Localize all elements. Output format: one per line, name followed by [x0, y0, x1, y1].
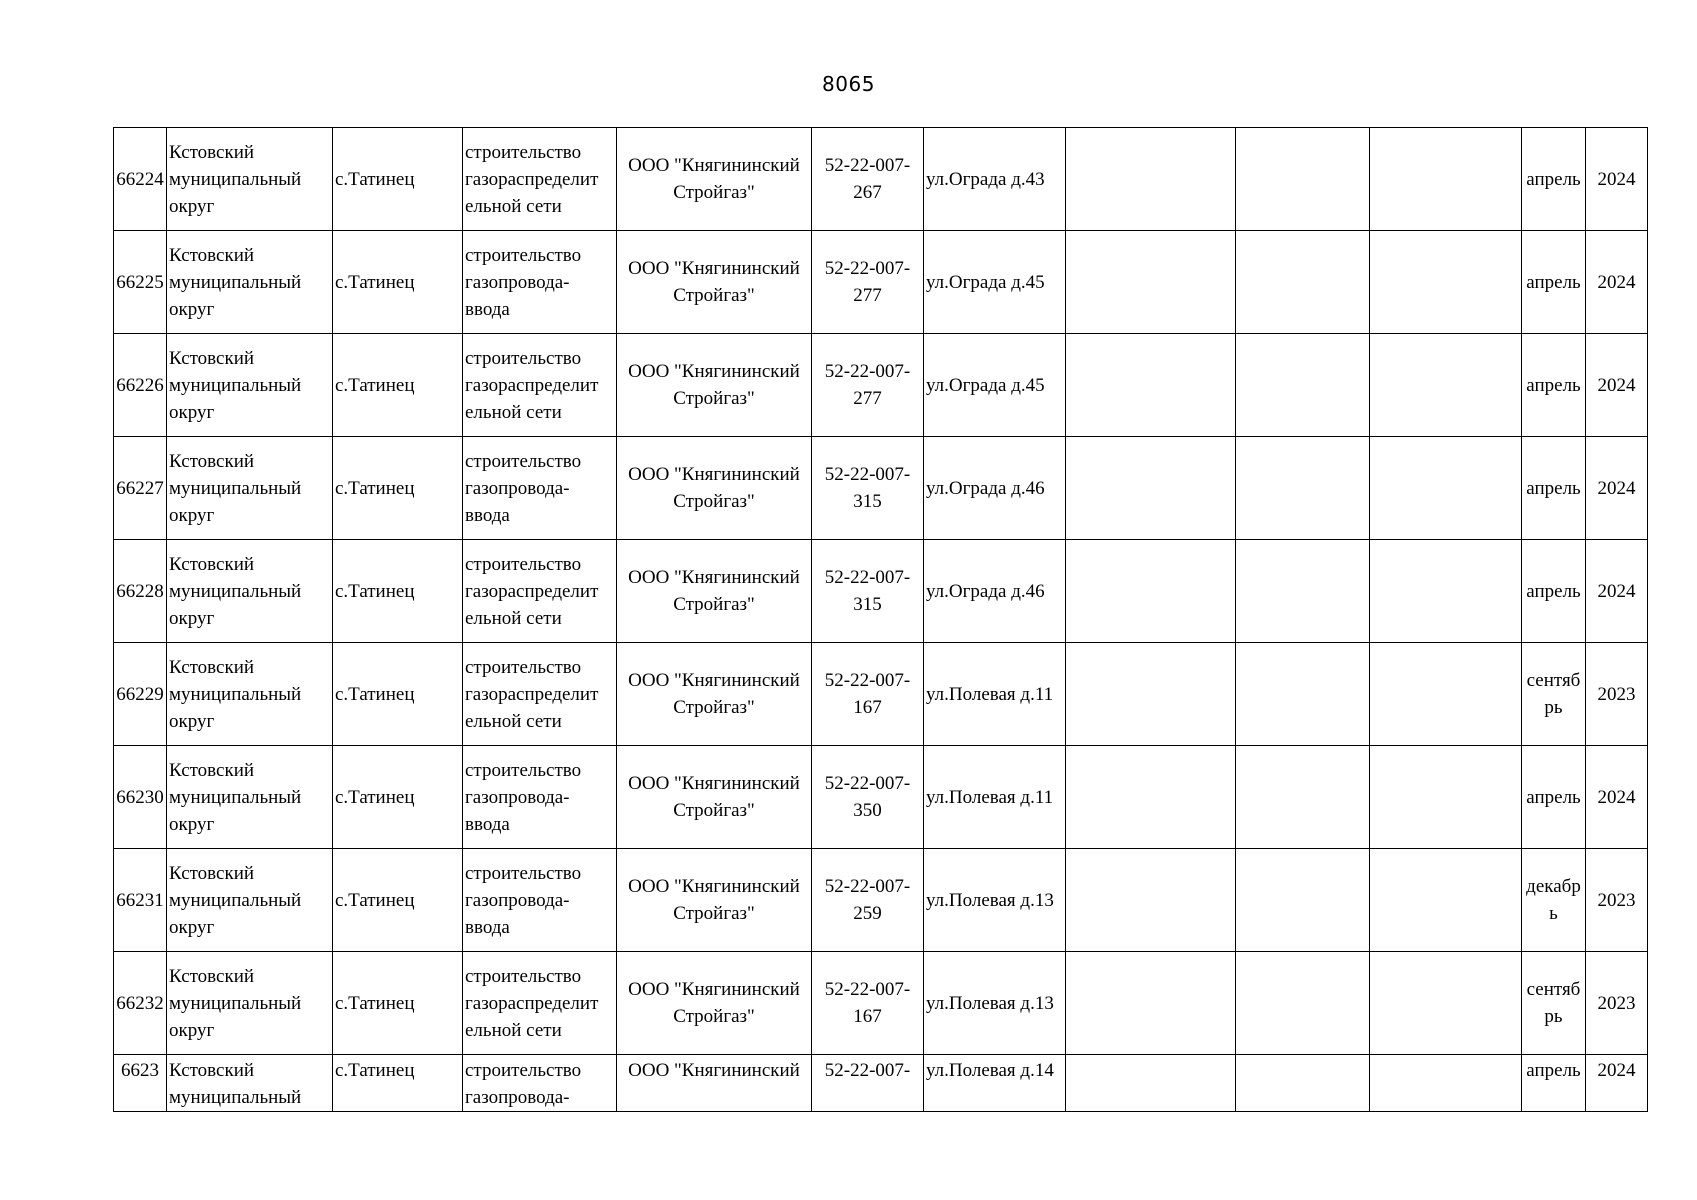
- locality-cell: с.Татинец: [333, 540, 463, 643]
- row-number: 66225: [114, 231, 167, 334]
- district-cell: Кстовский муниципальный округ: [167, 334, 333, 437]
- code-cell: 52-22-007- 267: [812, 128, 924, 231]
- empty-cell: [1370, 437, 1522, 540]
- table-row: [114, 643, 1648, 746]
- locality-cell: с.Татинец: [333, 952, 463, 1055]
- contractor-cell: ООО "Княгининский Стройгаз": [617, 231, 812, 334]
- empty-cell: [1236, 1055, 1370, 1112]
- address-cell: ул.Полевая д.13: [924, 952, 1066, 1055]
- locality-cell: с.Татинец: [333, 437, 463, 540]
- table-row: [114, 437, 1648, 540]
- empty-cell: [1370, 231, 1522, 334]
- row-number: 66232: [114, 952, 167, 1055]
- address-cell: ул.Полевая д.11: [924, 643, 1066, 746]
- row-number: 66226: [114, 334, 167, 437]
- contractor-cell: ООО "Княгининский Стройгаз": [617, 849, 812, 952]
- work-cell: строительство газопровода-ввода: [463, 849, 617, 952]
- district-cell: Кстовский муниципальный округ: [167, 746, 333, 849]
- year-cell: 2023: [1586, 952, 1648, 1055]
- district-cell: Кстовский муниципальный округ: [167, 437, 333, 540]
- table-row: [114, 952, 1648, 1055]
- locality-cell: с.Татинец: [333, 849, 463, 952]
- empty-cell: [1066, 437, 1236, 540]
- month-cell: апрель: [1522, 334, 1586, 437]
- work-cell: строительство газопровода-: [463, 1055, 617, 1112]
- registry-body: [114, 128, 1648, 1112]
- row-number: 66231: [114, 849, 167, 952]
- row-number: 66229: [114, 643, 167, 746]
- table-row: [114, 540, 1648, 643]
- code-cell: 52-22-007- 277: [812, 334, 924, 437]
- row-number: 66228: [114, 540, 167, 643]
- empty-cell: [1370, 643, 1522, 746]
- empty-cell: [1236, 128, 1370, 231]
- code-cell: 52-22-007- 277: [812, 231, 924, 334]
- empty-cell: [1370, 128, 1522, 231]
- empty-cell: [1370, 952, 1522, 1055]
- table-row: [114, 231, 1648, 334]
- work-cell: строительство газопровода-ввода: [463, 231, 617, 334]
- month-cell: апрель: [1522, 128, 1586, 231]
- code-cell: 52-22-007- 167: [812, 952, 924, 1055]
- work-cell: строительство газораспределит ельной сети: [463, 128, 617, 231]
- contractor-cell: ООО "Княгининский Стройгаз": [617, 437, 812, 540]
- empty-cell: [1066, 746, 1236, 849]
- code-cell: 52-22-007- 167: [812, 643, 924, 746]
- work-cell: строительство газопровода-ввода: [463, 437, 617, 540]
- address-cell: ул.Полевая д.11: [924, 746, 1066, 849]
- code-cell: 52-22-007-: [812, 1055, 924, 1112]
- row-number: 66224: [114, 128, 167, 231]
- empty-cell: [1236, 540, 1370, 643]
- district-cell: Кстовский муниципальный округ: [167, 952, 333, 1055]
- empty-cell: [1066, 952, 1236, 1055]
- month-cell: сентябрь: [1522, 952, 1586, 1055]
- empty-cell: [1236, 849, 1370, 952]
- address-cell: ул.Ограда д.45: [924, 334, 1066, 437]
- locality-cell: с.Татинец: [333, 1055, 463, 1112]
- district-cell: Кстовский муниципальный округ: [167, 128, 333, 231]
- empty-cell: [1370, 746, 1522, 849]
- month-cell: апрель: [1522, 437, 1586, 540]
- table-row-partial: [114, 1055, 1648, 1112]
- empty-cell: [1066, 231, 1236, 334]
- locality-cell: с.Татинец: [333, 643, 463, 746]
- empty-cell: [1066, 1055, 1236, 1112]
- district-cell: Кстовский муниципальный округ: [167, 643, 333, 746]
- month-cell: сентябрь: [1522, 643, 1586, 746]
- table-row: [114, 746, 1648, 849]
- contractor-cell: ООО "Княгининский Стройгаз": [617, 334, 812, 437]
- work-cell: строительство газораспределит ельной сети: [463, 334, 617, 437]
- month-cell: апрель: [1522, 231, 1586, 334]
- work-cell: строительство газопровода-ввода: [463, 746, 617, 849]
- empty-cell: [1370, 540, 1522, 643]
- year-cell: 2024: [1586, 1055, 1648, 1112]
- code-cell: 52-22-007- 259: [812, 849, 924, 952]
- code-cell: 52-22-007- 315: [812, 437, 924, 540]
- district-cell: Кстовский муниципальный округ: [167, 231, 333, 334]
- year-cell: 2024: [1586, 437, 1648, 540]
- table-row: [114, 334, 1648, 437]
- year-cell: 2023: [1586, 643, 1648, 746]
- month-cell: декабрь: [1522, 849, 1586, 952]
- work-cell: строительство газораспределит ельной сети: [463, 540, 617, 643]
- empty-cell: [1066, 643, 1236, 746]
- year-cell: 2024: [1586, 540, 1648, 643]
- address-cell: ул.Полевая д.14: [924, 1055, 1066, 1112]
- contractor-cell: ООО "Княгининский Стройгаз": [617, 643, 812, 746]
- empty-cell: [1236, 334, 1370, 437]
- district-cell: Кстовский муниципальный: [167, 1055, 333, 1112]
- address-cell: ул.Ограда д.46: [924, 540, 1066, 643]
- address-cell: ул.Ограда д.46: [924, 437, 1066, 540]
- district-cell: Кстовский муниципальный округ: [167, 540, 333, 643]
- month-cell: апрель: [1522, 746, 1586, 849]
- empty-cell: [1370, 849, 1522, 952]
- table-row: [114, 128, 1648, 231]
- contractor-cell: ООО "Княгининский: [617, 1055, 812, 1112]
- table-row: [114, 849, 1648, 952]
- locality-cell: с.Татинец: [333, 128, 463, 231]
- work-cell: строительство газораспределит ельной сети: [463, 643, 617, 746]
- empty-cell: [1236, 952, 1370, 1055]
- registry-table: [113, 127, 1648, 1112]
- locality-cell: с.Татинец: [333, 334, 463, 437]
- empty-cell: [1066, 849, 1236, 952]
- address-cell: ул.Полевая д.13: [924, 849, 1066, 952]
- month-cell: апрель: [1522, 1055, 1586, 1112]
- year-cell: 2023: [1586, 849, 1648, 952]
- locality-cell: с.Татинец: [333, 231, 463, 334]
- code-cell: 52-22-007- 315: [812, 540, 924, 643]
- empty-cell: [1066, 128, 1236, 231]
- contractor-cell: ООО "Княгининский Стройгаз": [617, 952, 812, 1055]
- empty-cell: [1236, 746, 1370, 849]
- row-number: 6623: [114, 1055, 167, 1112]
- address-cell: ул.Ограда д.45: [924, 231, 1066, 334]
- year-cell: 2024: [1586, 746, 1648, 849]
- row-number: 66227: [114, 437, 167, 540]
- code-cell: 52-22-007- 350: [812, 746, 924, 849]
- contractor-cell: ООО "Княгининский Стройгаз": [617, 128, 812, 231]
- row-number: 66230: [114, 746, 167, 849]
- empty-cell: [1236, 437, 1370, 540]
- work-cell: строительство газораспределит ельной сети: [463, 952, 617, 1055]
- contractor-cell: ООО "Княгининский Стройгаз": [617, 540, 812, 643]
- empty-cell: [1066, 334, 1236, 437]
- locality-cell: с.Татинец: [333, 746, 463, 849]
- year-cell: 2024: [1586, 334, 1648, 437]
- empty-cell: [1370, 334, 1522, 437]
- contractor-cell: ООО "Княгининский Стройгаз": [617, 746, 812, 849]
- year-cell: 2024: [1586, 128, 1648, 231]
- district-cell: Кстовский муниципальный округ: [167, 849, 333, 952]
- address-cell: ул.Ограда д.43: [924, 128, 1066, 231]
- empty-cell: [1370, 1055, 1522, 1112]
- empty-cell: [1066, 540, 1236, 643]
- page-number: 8065: [822, 72, 875, 96]
- empty-cell: [1236, 231, 1370, 334]
- empty-cell: [1236, 643, 1370, 746]
- year-cell: 2024: [1586, 231, 1648, 334]
- month-cell: апрель: [1522, 540, 1586, 643]
